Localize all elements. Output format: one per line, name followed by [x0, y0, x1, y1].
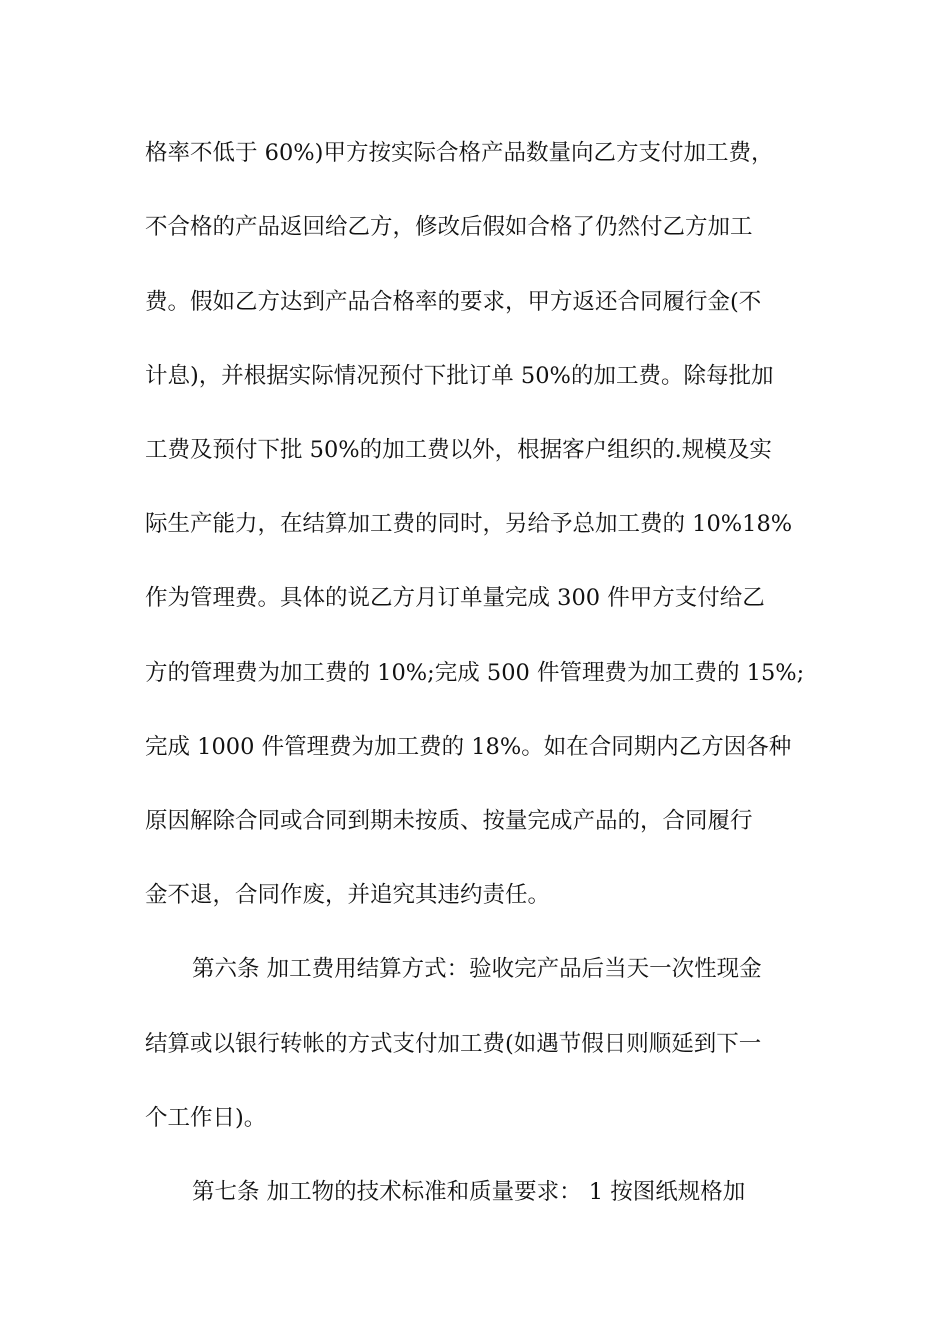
paragraph-line: 格率不低于 60%)甲方按实际合格产品数量向乙方支付加工费，: [145, 140, 774, 166]
paragraph-line: 际生产能力，在结算加工费的同时，另给予总加工费的 10%18%: [145, 511, 793, 537]
paragraph-line: 结算或以银行转帐的方式支付加工费(如遇节假日则顺延到下一: [145, 1031, 762, 1057]
article-7-heading-line: 第七条 加工物的技术标准和质量要求： 1 按图纸规格加: [192, 1179, 746, 1205]
article-6-heading-line: 第六条 加工费用结算方式：验收完产品后当天一次性现金: [192, 956, 762, 982]
paragraph-line: 个工作日)。: [145, 1105, 267, 1131]
paragraph-line: 计息)，并根据实际情况预付下批订单 50%的加工费。除每批加: [145, 363, 774, 389]
paragraph-line: 方的管理费为加工费的 10%;完成 500 件管理费为加工费的 15%;: [145, 660, 805, 686]
paragraph-line: 作为管理费。具体的说乙方月订单量完成 300 件甲方支付给乙: [145, 585, 765, 611]
paragraph-line: 原因解除合同或合同到期未按质、按量完成产品的，合同履行: [145, 808, 753, 834]
paragraph-line: 金不退，合同作废，并追究其违约责任。: [145, 882, 551, 908]
paragraph-line: 完成 1000 件管理费为加工费的 18%。如在合同期内乙方因各种: [145, 734, 792, 760]
paragraph-line: 不合格的产品返回给乙方，修改后假如合格了仍然付乙方加工: [145, 214, 753, 240]
paragraph-line: 费。假如乙方达到产品合格率的要求，甲方返还合同履行金(不: [145, 289, 762, 315]
paragraph-line: 工费及预付下批 50%的加工费以外，根据客户组织的.规模及实: [145, 437, 772, 463]
